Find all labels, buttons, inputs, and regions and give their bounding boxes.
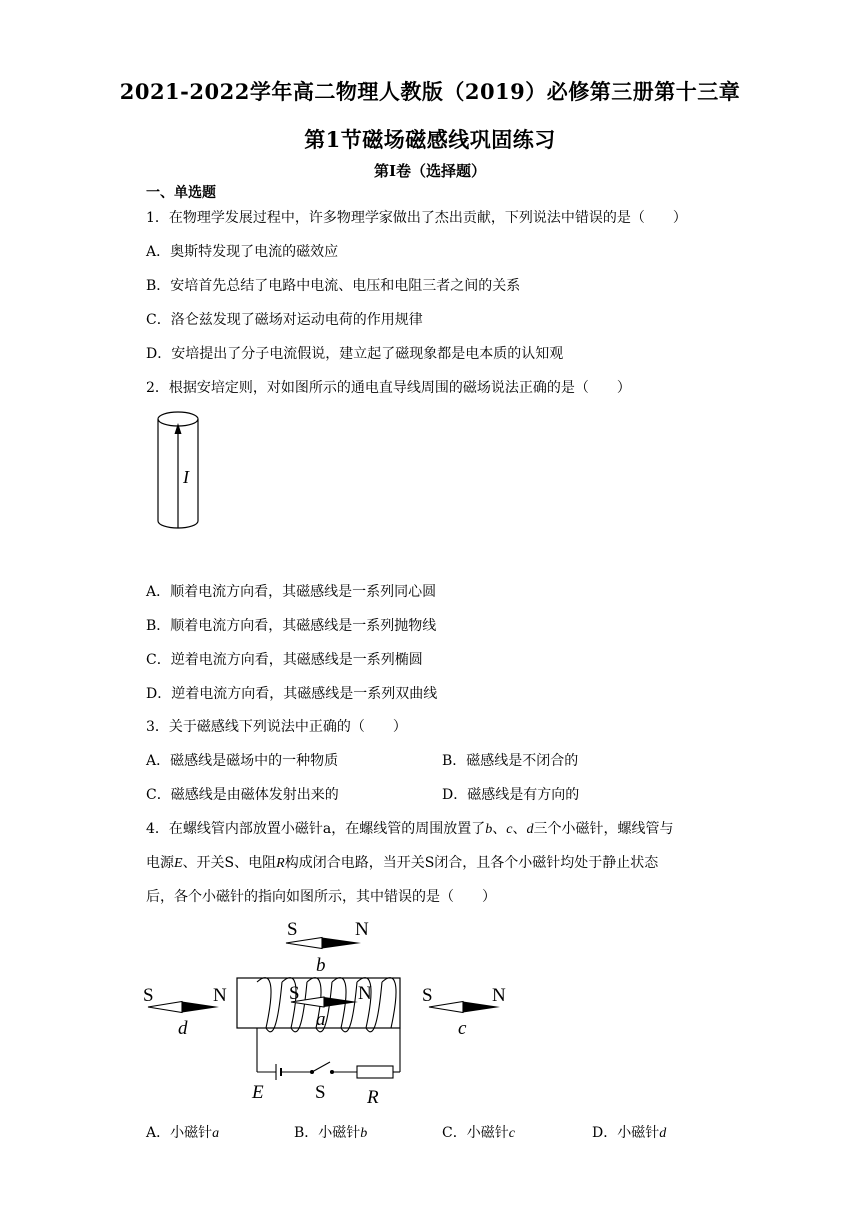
svg-text:N: N — [213, 985, 227, 1006]
q1-option-a: A．奥斯特发现了电流的磁效应 — [146, 244, 339, 260]
q3-option-d: D．磁感线是有方向的 — [442, 787, 580, 803]
svg-text:N: N — [355, 919, 369, 940]
doc-title-line1: 2021-2022学年高二物理人教版（2019）必修第三册第十三章 — [119, 79, 741, 104]
svg-text:S: S — [143, 985, 154, 1006]
q1-option-c: C．洛仑兹发现了磁场对运动电荷的作用规律 — [146, 312, 423, 328]
q4-option-a: A．小磁针a — [146, 1125, 220, 1141]
doc-title-line2: 第1节磁场磁感线巩固练习 — [304, 127, 556, 152]
q1-option-d: D．安培提出了分子电流假说，建立起了磁现象都是电本质的认知观 — [146, 346, 564, 362]
q1-stem: 1．在物理学发展过程中，许多物理学家做出了杰出贡献，下列说法中错误的是（ ） — [146, 210, 687, 226]
svg-text:N: N — [492, 985, 506, 1006]
q2-option-a: A．顺着电流方向看，其磁感线是一系列同心圆 — [146, 584, 437, 600]
q4-option-b: B．小磁针b — [294, 1125, 368, 1141]
q2-stem: 2．根据安培定则，对如图所示的通电直导线周围的磁场说法正确的是（ ） — [146, 380, 631, 396]
needle-c — [422, 985, 506, 1039]
q3-option-c: C．磁感线是由磁体发射出来的 — [146, 787, 339, 803]
svg-text:E: E — [252, 1082, 264, 1103]
needle-b — [286, 919, 369, 976]
svg-text:R: R — [367, 1087, 379, 1108]
section-heading: 一、单选题 — [146, 185, 216, 201]
volume-subtitle: 第I卷（选择题） — [373, 162, 487, 180]
svg-text:d: d — [178, 1018, 188, 1039]
q3-stem: 3．关于磁感线下列说法中正确的（ ） — [146, 719, 407, 735]
needle-d — [143, 985, 227, 1039]
q4-stem-line1: 4．在螺线管内部放置小磁针a，在螺线管的周围放置了b、c、d三个小磁针，螺线管与 — [146, 821, 674, 837]
svg-text:S: S — [287, 919, 298, 940]
q2-option-c: C．逆着电流方向看，其磁感线是一系列椭圆 — [146, 652, 423, 668]
q3-option-b: B．磁感线是不闭合的 — [442, 753, 579, 769]
svg-text:N: N — [358, 983, 372, 1004]
q2-wire-figure — [150, 408, 214, 538]
svg-text:S: S — [315, 1082, 326, 1103]
q2-current-label: I — [183, 467, 189, 487]
svg-text:S: S — [289, 983, 300, 1004]
q1-option-b: B．安培首先总结了电路中电流、电压和电阻三者之间的关系 — [146, 278, 521, 294]
q2-option-d: D．逆着电流方向看，其磁感线是一系列双曲线 — [146, 686, 438, 702]
circuit — [257, 1028, 400, 1080]
svg-text:c: c — [458, 1018, 467, 1039]
q4-option-c: C．小磁针c — [442, 1125, 515, 1141]
q4-solenoid-figure — [140, 910, 530, 1110]
svg-text:S: S — [422, 985, 433, 1006]
q3-option-a: A．磁感线是磁场中的一种物质 — [146, 753, 339, 769]
svg-text:a: a — [316, 1009, 326, 1030]
q4-stem-line2: 电源E、开关S、电阻R构成闭合电路，当开关S闭合，且各个小磁针均处于静止状态 — [146, 855, 659, 871]
q2-option-b: B．顺着电流方向看，其磁感线是一系列抛物线 — [146, 618, 437, 634]
q4-stem-line3: 后，各个小磁针的指向如图所示，其中错误的是（ ） — [146, 889, 496, 905]
svg-text:b: b — [316, 955, 326, 976]
q4-option-d: D．小磁针d — [592, 1125, 667, 1141]
